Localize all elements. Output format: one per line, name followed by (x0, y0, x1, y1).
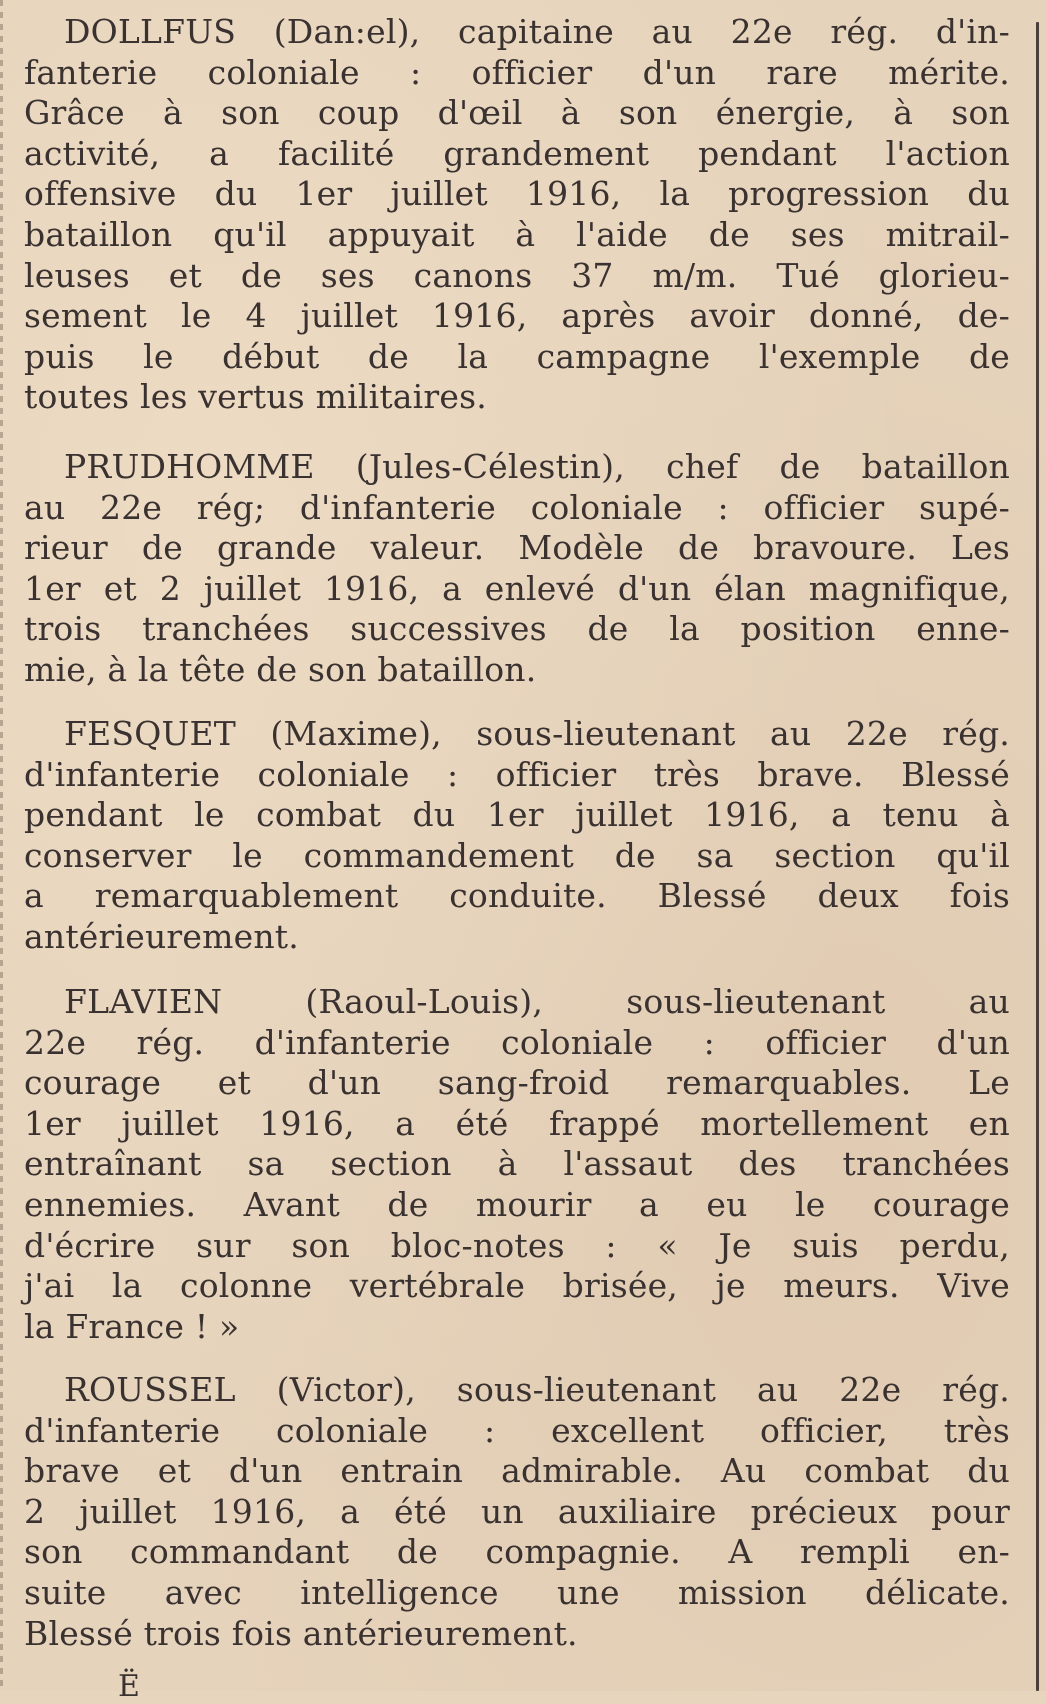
citation-entry-fesquet (24, 714, 1010, 958)
text-line: courage et d'un sang-froid remarquables. Le (24, 1063, 1010, 1103)
text-line: suite avec intelligence une mission délicate. (24, 1572, 1010, 1612)
text-line: la France ! » (24, 1306, 240, 1346)
text-line: Blessé trois fois antérieurement. (24, 1613, 578, 1653)
text-line: 22e rég. d'infanterie coloniale : officier d'un (24, 1022, 1010, 1062)
text-line: entraînant sa section à l'assaut des tranchées (24, 1144, 1010, 1184)
text-line: ROUSSEL (Victor), sous-lieutenant au 22e rég. (64, 1370, 1010, 1409)
citation-entry-prudhomme (24, 447, 1010, 691)
text-line: son commandant de compagnie. A rempli en- (24, 1532, 1010, 1572)
text-line: activité, a facilité grandement pendant l'action (24, 133, 1010, 173)
left-page-edge (0, 0, 3, 1691)
text-line: ennemies. Avant de mourir a eu le courage (24, 1184, 1010, 1224)
text-line: fanterie coloniale : officier d'un rare mérite. (24, 52, 1010, 92)
citation-entry-roussel (24, 1370, 1010, 1654)
cut-off-next-line: Ë (118, 1669, 140, 1704)
text-line: j'ai la colonne vertébrale brisée, je meurs. Vive (24, 1266, 1010, 1306)
text-line: 2 juillet 1916, a été un auxiliaire précieux pour (24, 1491, 1010, 1531)
text-line: trois tranchées successives de la position enne- (24, 609, 1010, 649)
text-line: mie, à la tête de son bataillon. (24, 649, 537, 689)
text-line: PRUDHOMME (Jules-Célestin), chef de bataillon (64, 447, 1010, 486)
text-line: offensive du 1er juillet 1916, la progression du (24, 174, 1010, 214)
text-line: brave et d'un entrain admirable. Au combat du (24, 1451, 1010, 1491)
column-rule-top (1036, 22, 1039, 677)
text-line: au 22e rég; d'infanterie coloniale : officier supé- (24, 487, 1010, 527)
text-line: Grâce à son coup d'œil à son énergie, à son (24, 93, 1010, 133)
text-line: d'infanterie coloniale : excellent officier, très (24, 1410, 1010, 1450)
text-line: sement le 4 juillet 1916, après avoir donné, de- (24, 296, 1010, 336)
text-line: a remarquablement conduite. Blessé deux fois (24, 876, 1010, 916)
text-line: d'infanterie coloniale : officier très brave. Blessé (24, 754, 1010, 794)
text-line: 1er juillet 1916, a été frappé mortellement en (24, 1103, 1010, 1143)
text-line: puis le début de la campagne l'exemple de (24, 336, 1010, 376)
text-line: bataillon qu'il appuyait à l'aide de ses mitrail- (24, 214, 1010, 254)
text-line: d'écrire sur son bloc-notes : « Je suis perdu, (24, 1225, 1010, 1265)
text-line: pendant le combat du 1er juillet 1916, a tenu à (24, 795, 1010, 835)
text-line: DOLLFUS (Dan:el), capitaine au 22e rég. d'in- (64, 12, 1010, 51)
citation-entry-flavien (24, 982, 1010, 1347)
text-line: leuses et de ses canons 37 m/m. Tué glorieu- (24, 255, 1010, 295)
text-line: rieur de grande valeur. Modèle de bravoure. Les (24, 528, 1010, 568)
citation-entry-dollfus (24, 12, 1010, 418)
text-line: conserver le commandement de sa section qu'il (24, 835, 1010, 875)
text-line: antérieurement. (24, 916, 299, 956)
text-line: toutes les vertus militaires. (24, 377, 487, 417)
text-line: FESQUET (Maxime), sous-lieutenant au 22e rég. (64, 714, 1010, 753)
column-rule-bottom (1036, 675, 1039, 1691)
text-line: 1er et 2 juillet 1916, a enlevé d'un élan magnifique, (24, 568, 1010, 608)
text-line: FLAVIEN (Raoul-Louis), sous-lieutenant au (64, 982, 1010, 1021)
